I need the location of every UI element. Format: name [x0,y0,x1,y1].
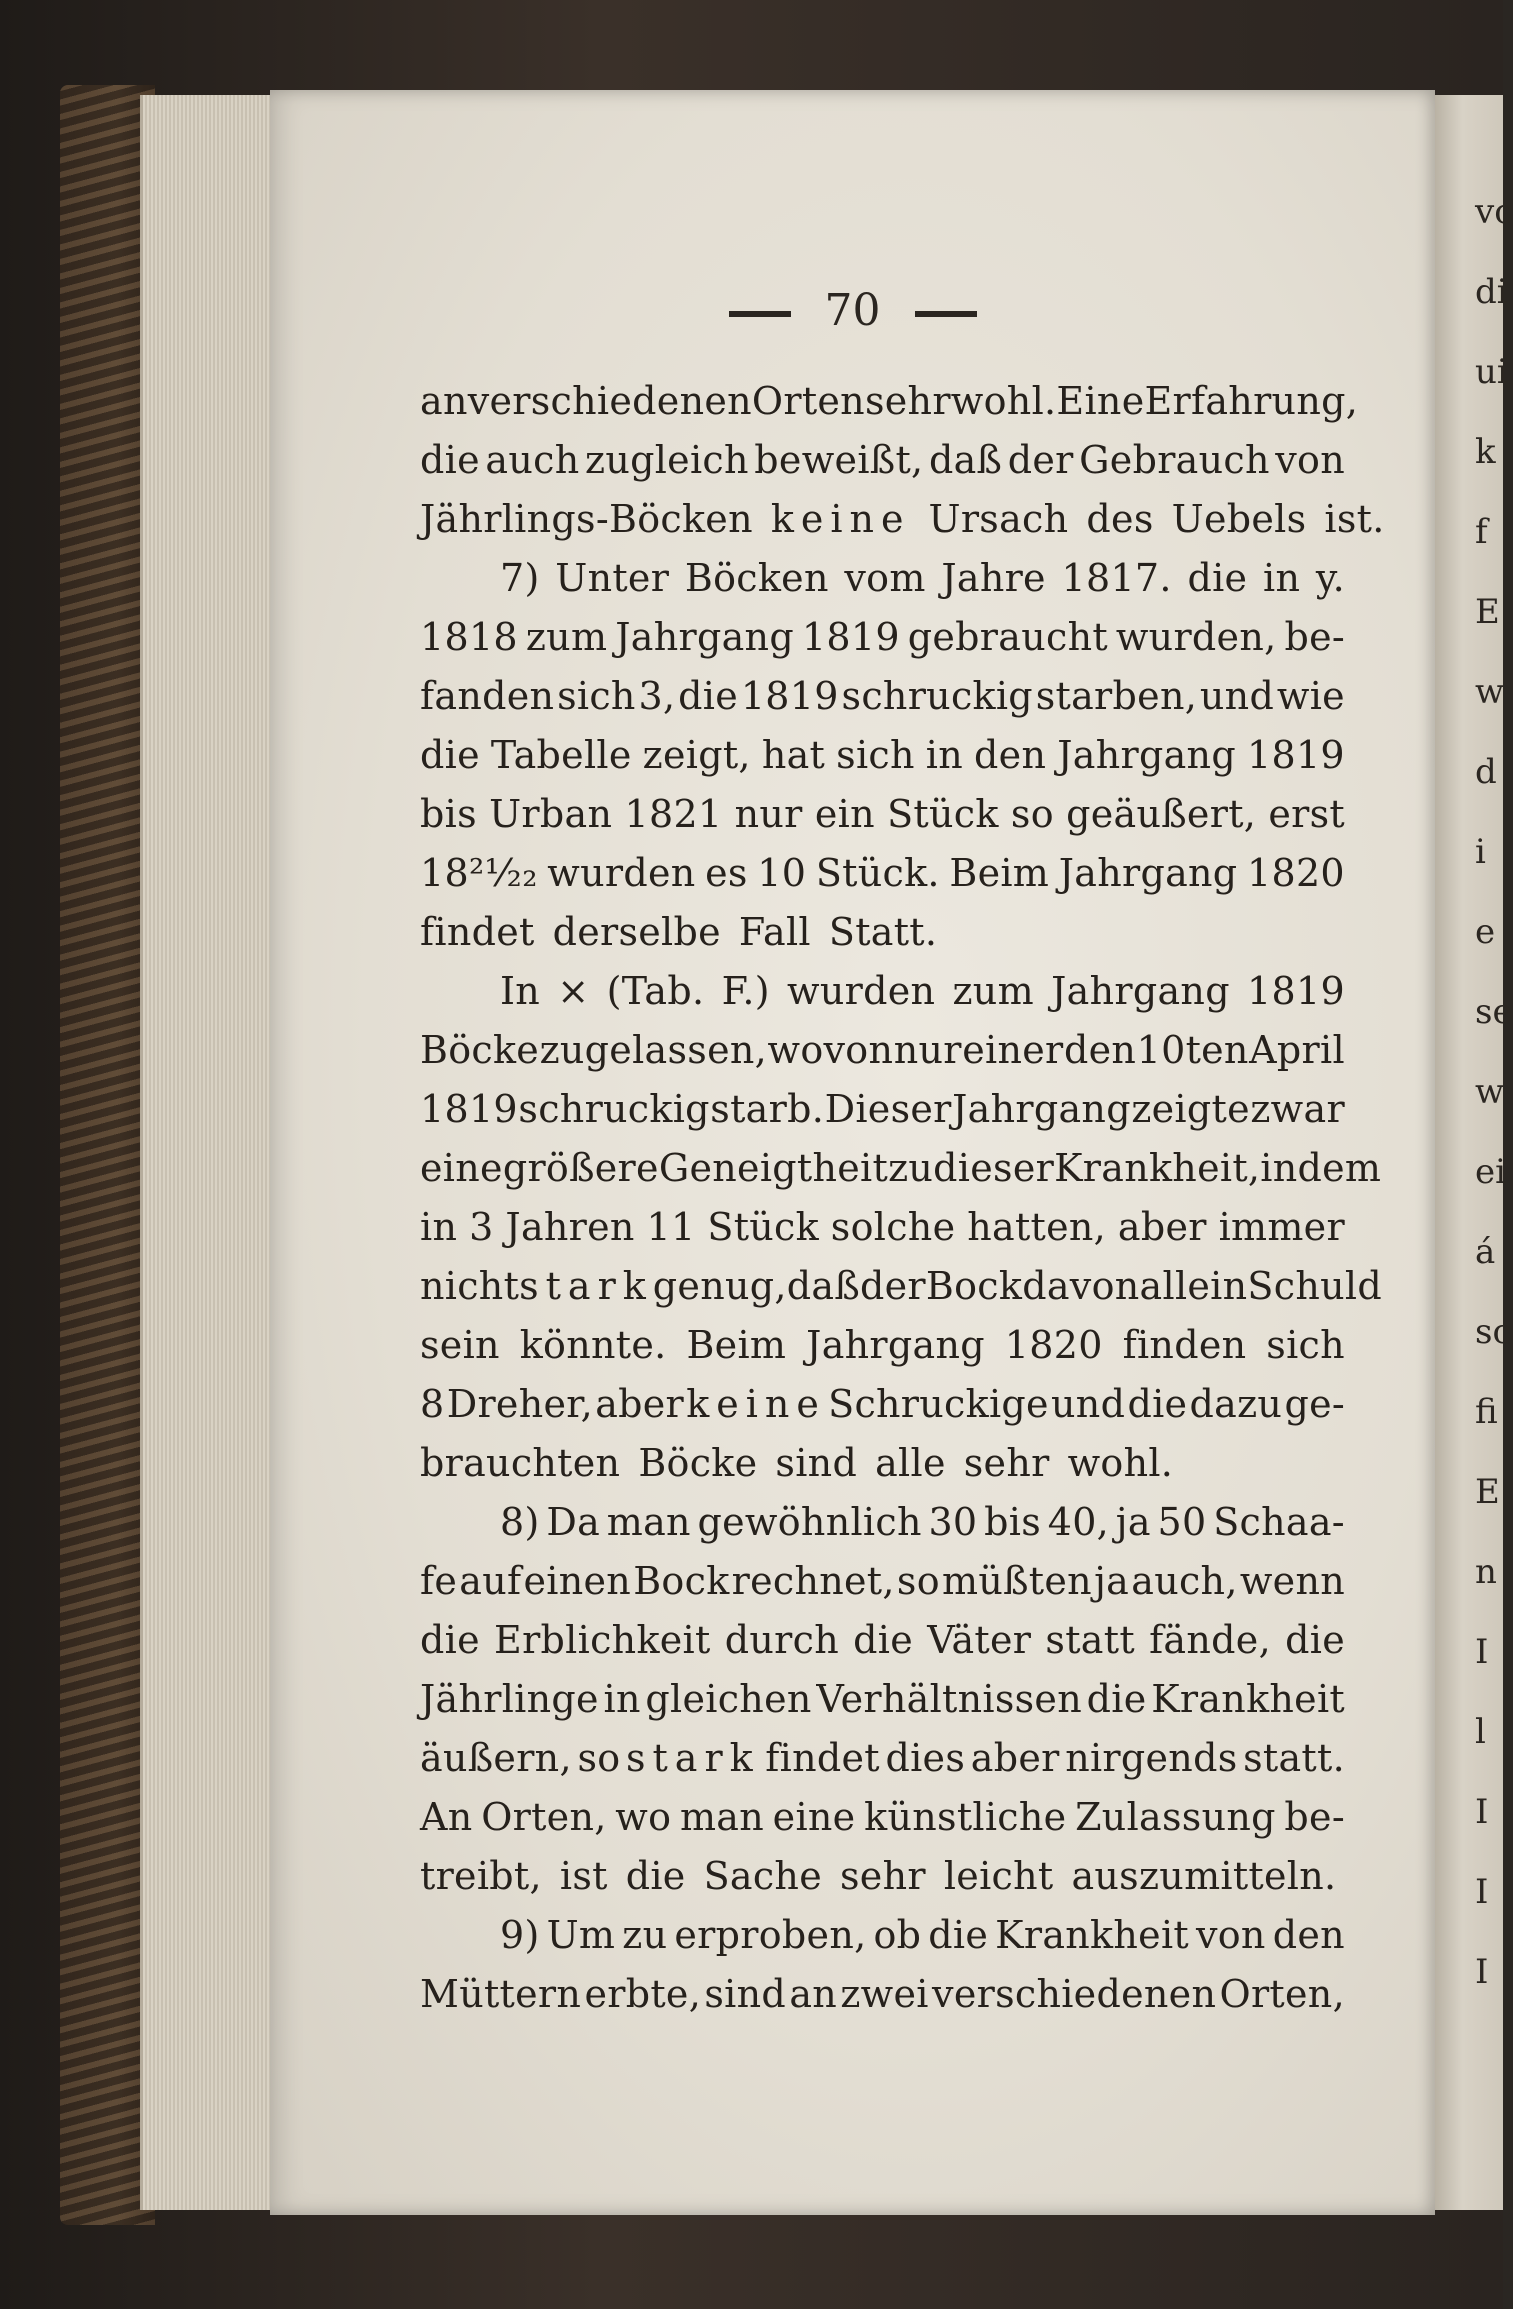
page-text [420,372,1385,2024]
word: so [577,1736,621,1780]
word: in [420,1205,458,1249]
word: in [603,1677,641,1721]
word: starben, [1035,674,1198,718]
word: zu [888,1146,934,1190]
word: stark [626,1736,760,1780]
word: sich [557,674,636,718]
word: Jahrgang [1051,969,1230,1013]
word: 7) [500,556,540,600]
text-line [420,1788,1345,1847]
word: hatten, [967,1205,1107,1249]
word: Schaa- [1213,1500,1345,1544]
word: an [789,1972,838,2016]
text-line [420,1198,1345,1257]
word: ge- [1284,1382,1345,1426]
text-line [420,1375,1345,1434]
text-line [420,372,1359,431]
text-line [420,608,1345,667]
word: wurden [787,969,936,1013]
word: so [896,1559,940,1603]
facing-page-fragment: l [1475,1712,1486,1752]
word: 8 [420,1382,445,1426]
facing-page-fragment: á [1475,1232,1496,1272]
word: 1819 [420,1087,518,1131]
word: allein [1139,1264,1248,1308]
word: 1817. [1061,556,1172,600]
word: eine [772,1795,856,1839]
word: sehr [840,1854,926,1898]
text-line [420,1493,1345,1552]
word: 8) [500,1500,540,1544]
word: und [1199,674,1275,718]
word: wenn [1239,1559,1345,1603]
facing-page-fragment: I [1475,1792,1489,1832]
page-header [270,285,1435,336]
facing-page-fragment: ei [1475,1152,1506,1192]
text-line [420,1552,1345,1611]
word: wo [615,1795,672,1839]
word: finden [1122,1323,1247,1367]
word: äußern, [420,1736,572,1780]
word: zum [525,615,608,659]
word: vom [844,556,926,600]
word: durch [724,1618,839,1662]
header-dash-right [915,311,977,317]
word: in [925,733,964,777]
word: den [1063,1028,1137,1072]
word: In [500,969,541,1013]
word: Böcke [420,1028,540,1072]
word: 1820 [1247,851,1345,895]
text-line [420,1434,1345,1493]
word: die [420,1618,480,1662]
word: nicht [420,1264,520,1308]
word: Dieser [824,1087,952,1131]
word: 30 [928,1500,978,1544]
text-line [420,1611,1345,1670]
word: (Tab. [606,969,705,1013]
word: könnte. [519,1323,667,1367]
word: fände, [1149,1618,1271,1662]
word: findet [765,1736,880,1780]
facing-page-fragment: w [1475,672,1505,712]
word: An [420,1795,473,1839]
word: ist [559,1854,608,1898]
word: Jahrgang [806,1323,985,1367]
word: Unter [555,556,670,600]
word: genug, [652,1264,787,1308]
page-number: 70 [824,285,881,336]
word: 1818 [420,615,518,659]
word: man [679,1795,765,1839]
text-line [420,844,1345,903]
word: in [1262,556,1301,600]
word: Dreher, [446,1382,593,1426]
word: dazu [1189,1382,1283,1426]
word: Erfahrung, [1144,379,1359,423]
word: gebraucht [907,615,1108,659]
word: die [420,733,480,777]
word: be- [1284,1795,1345,1839]
word: von [1275,438,1345,482]
word: sein [420,1323,500,1367]
word: wovon [767,1028,894,1072]
word: zwar [1250,1087,1345,1131]
book-page [270,90,1435,2215]
word: den [1272,1913,1345,1957]
word: keine [686,1382,826,1426]
word: ist. [1324,497,1385,541]
word: größere [502,1146,659,1190]
word: Schuld [1247,1264,1382,1308]
word: treibt, [420,1854,542,1898]
word: des [1086,497,1154,541]
word: Tabelle [490,733,632,777]
word: fanden [420,674,555,718]
page-stack-edge [140,95,283,2210]
word: Jahrgang [952,1087,1131,1131]
word: die [1187,556,1248,600]
text-line [420,431,1345,490]
facing-page-fragment: I [1475,1952,1489,1992]
word: dies [885,1736,966,1780]
word: Orten [751,379,865,423]
facing-page-fragment: di [1475,272,1508,312]
word: zugelassen, [539,1028,768,1072]
word: Stück [887,792,999,836]
word: Krankheit [1151,1677,1345,1721]
word: Zulassung [1075,1795,1276,1839]
text-line [420,1670,1345,1729]
word: Jahrgang [615,615,794,659]
facing-page-fragment: se [1475,992,1513,1032]
word: leicht [943,1854,1054,1898]
word: Jährlinge [420,1677,599,1721]
facing-page-fragment: E [1475,1472,1500,1512]
word: statt. [1243,1736,1345,1780]
word: gewöhnlich [697,1500,922,1544]
facing-page-fragment: i [1475,832,1486,872]
word: der [860,1264,926,1308]
facing-page-fragment: e [1475,912,1496,952]
word: 1821 [624,792,723,836]
text-line [420,1080,1345,1139]
word: und [1051,1382,1126,1426]
word: wurden [547,851,696,895]
word: ein [814,792,875,836]
word: Beim [686,1323,787,1367]
text-line [420,785,1345,844]
word: April [1249,1028,1345,1072]
word: zugleich [585,438,749,482]
facing-page-fragment: I [1475,1872,1489,1912]
word: künstliche [864,1795,1067,1839]
word: zwei [840,1972,929,2016]
word: Jahren [505,1205,635,1249]
word: auch, [1131,1559,1238,1603]
facing-page-fragment: fi [1475,1392,1498,1432]
word: statt [1045,1618,1135,1662]
facing-page-fragment: n [1475,1552,1497,1592]
word: 1819 [1247,969,1345,1013]
word: 1819 [740,674,839,718]
word: Orten, [1219,1972,1345,2016]
word: die [625,1854,686,1898]
word: auszumitteln. [1071,1854,1337,1898]
word: verschiedenen [467,379,752,423]
word: man [606,1500,691,1544]
word: nur [893,1028,962,1072]
word: rechnet, [731,1559,895,1603]
word: Da [546,1500,601,1544]
word: wurden, [1115,615,1277,659]
word: so [1010,792,1054,836]
facing-page-fragment: vc [1475,192,1513,232]
word: findet [420,910,535,954]
word: schruckig [518,1087,710,1131]
word: die [1086,1677,1147,1721]
word: sind [775,1441,858,1485]
word: Krankheit [995,1913,1189,1957]
word: Geneigtheit [658,1146,889,1190]
word: zeigte [1131,1087,1250,1131]
word: ob [873,1913,922,1957]
word: 10ten [1136,1028,1249,1072]
word: brauchten [420,1441,621,1485]
word: es [705,851,748,895]
word: Urban [489,792,613,836]
word: solche [830,1205,956,1249]
word: Väter [927,1618,1032,1662]
word: fe [420,1559,458,1603]
word: bis [984,1500,1042,1544]
word: Stück. [815,851,940,895]
text-line [420,962,1345,1021]
word: ja [1115,1500,1151,1544]
facing-page-fragment: w [1475,1072,1505,1112]
facing-page-fragment: ui [1475,352,1508,392]
text-line [420,726,1345,785]
text-line [420,667,1345,726]
word: daß [786,1264,861,1308]
word: 1820 [1004,1323,1103,1367]
word: 3, [638,674,676,718]
word: sich [1266,1323,1345,1367]
word: beweißt, [754,438,924,482]
facing-page-fragment: sc [1475,1312,1512,1352]
word: nur [734,792,803,836]
word: 1819 [801,615,900,659]
word: Bock [633,1559,730,1603]
word: hat [761,733,826,777]
word: Uebels [1171,497,1307,541]
word: indem [1260,1146,1382,1190]
word: erbte, [584,1972,702,2016]
word: F.) [721,969,770,1013]
word: aber [595,1382,685,1426]
text-line [420,1906,1345,1965]
facing-page-fragment: E [1475,592,1500,632]
word: müßten [942,1559,1092,1603]
word: die [420,438,480,482]
word: Jahre [941,556,1046,600]
word: zu [622,1913,668,1957]
word: Krankheit, [1054,1146,1261,1190]
text-line [420,1965,1345,2024]
word: wohl. [950,379,1057,423]
word: dieser [933,1146,1055,1190]
word: Erblichkeit [494,1618,711,1662]
text-line [420,903,1345,962]
word: Böcken [684,556,829,600]
word: Bock [925,1264,1023,1308]
word: keine [770,497,911,541]
word: 9) [500,1913,540,1957]
text-line [420,1139,1382,1198]
word: die [853,1618,914,1662]
word: alle [875,1441,946,1485]
facing-page-fragment: k [1475,432,1496,472]
word: Sache [703,1854,822,1898]
word: erproben, [674,1913,867,1957]
header-dash-left [729,311,791,317]
word: davon [1022,1264,1140,1308]
word: Fall [738,910,811,954]
word: die [928,1913,989,1957]
text-line [420,490,1385,549]
word: 1819 [1246,733,1345,777]
text-line [420,1257,1382,1316]
text-line [420,1316,1345,1375]
word: aber [1117,1205,1207,1249]
word: × [557,969,590,1013]
word: 40, [1047,1500,1110,1544]
word: Gebrauch [1079,438,1270,482]
word: Jährlings-Böcken [420,497,753,541]
word: derselbe [552,910,721,954]
word: Eine [1056,379,1145,423]
facing-page-fragment: I [1475,1632,1489,1672]
facing-page-edge [1435,95,1513,2210]
word: 18²¹⁄₂₂ [420,851,538,895]
word: starb. [710,1087,825,1131]
word: sich [836,733,915,777]
word: Um [546,1913,616,1957]
word: die [678,674,739,718]
word: Verhältnissen [816,1677,1082,1721]
word: Stück [707,1205,819,1249]
word: Beim [949,851,1050,895]
word: zeigt, [642,733,751,777]
word: wie [1276,674,1345,718]
word: stark [519,1264,653,1308]
word: Müttern [420,1972,582,2016]
word: sehr [864,379,951,423]
word: den [974,733,1047,777]
word: zum [952,969,1034,1013]
word: Jahrgang [1057,733,1236,777]
word: Jahrgang [1058,851,1238,895]
text-line [420,1021,1345,1080]
word: Statt. [828,910,938,954]
word: eine [420,1146,503,1190]
word: y. [1315,556,1345,600]
word: 11 [646,1205,696,1249]
word: gleichen [645,1677,812,1721]
word: verschiedenen [932,1972,1217,2016]
word: auf [459,1559,522,1603]
word: einer [962,1028,1064,1072]
word: nirgends [1065,1736,1238,1780]
text-line [420,549,1345,608]
word: ja [1094,1559,1130,1603]
word: 10 [757,851,807,895]
word: 50 [1157,1500,1207,1544]
word: an [420,379,468,423]
word: die [1285,1618,1345,1662]
word: der [1007,438,1074,482]
text-line [420,1847,1345,1906]
word: Ursach [928,497,1069,541]
word: auch [485,438,580,482]
word: aber [970,1736,1060,1780]
word: einen [523,1559,632,1603]
word: 3 [469,1205,494,1249]
text-line [420,1729,1345,1788]
word: Böcke [638,1441,758,1485]
word: bis [420,792,477,836]
word: be- [1284,615,1345,659]
word: sind [704,1972,787,2016]
word: erst [1268,792,1345,836]
word: immer [1218,1205,1345,1249]
word: daß [928,438,1003,482]
word: wohl. [1067,1441,1174,1485]
word: schruckig [841,674,1033,718]
word: Schruckige [828,1382,1049,1426]
word: geäußert, [1066,792,1257,836]
word: die [1127,1382,1188,1426]
word: Orten, [481,1795,607,1839]
word: von [1195,1913,1266,1957]
facing-page-fragment: d [1475,752,1497,792]
word: sehr [963,1441,1050,1485]
facing-page-fragment: f [1475,512,1488,552]
